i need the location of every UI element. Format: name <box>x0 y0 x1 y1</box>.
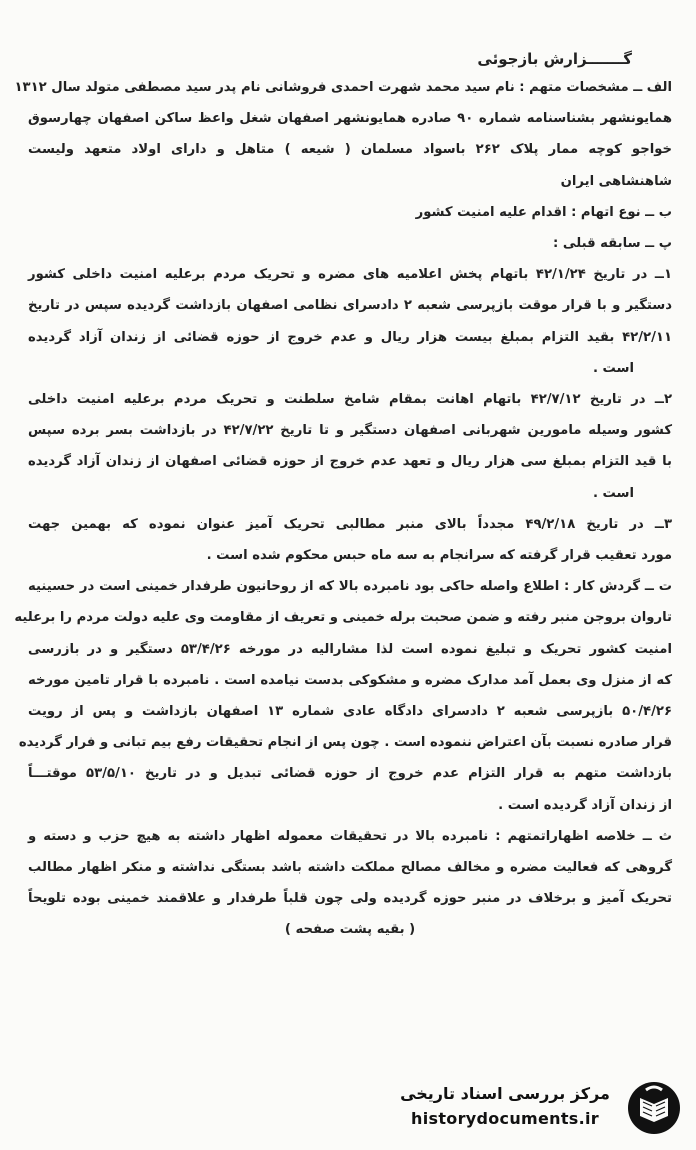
continued-overleaf-note: ( بقیه پشت صفحه ) <box>284 922 416 938</box>
section-th-line-3: تحریک آمیز و برخلاف در منبر حوزه گردیده ولی چون قلباً طرفدار و علاقمند خمینی بوده تلویحاً <box>28 891 672 907</box>
record-3-line-1: ۳ــ در تاریخ ۴۹/۲/۱۸ مجدداً بالای منبر مطالبی تحریک آمیز عنوان نموده که بهمین جهت <box>28 516 672 532</box>
record-1-line-4: است . <box>592 360 634 376</box>
section-t-line-3: امنیت کشور تحریک و تبلیغ نموده است لذا مشارالیه در مورخه ۵۳/۴/۲۶ دستگیر و در بازرسی <box>28 641 672 657</box>
section-t-line-6: قرار صادره نسبت بآن اعتراض ننموده است . چون پس از انجام تحقیقات رفع بیم تبانی و فرار گردیده <box>18 735 672 751</box>
record-2-line-1: ۲ــ در تاریخ ۴۲/۷/۱۲ باتهام اهانت بمقام شامخ سلطنت و تحریک مردم برعلیه امنیت داخلی <box>28 392 672 408</box>
section-t-line-4: که از منزل وی بعمل آمد مدارک مضره و مشکوکی بدست نیامده است . نامبرده با قرار تامین مورخه <box>28 672 672 688</box>
section-a-line-1: الف ــ مشخصات متهم : نام سید محمد شهرت احمدی فروشانی نام پدر سید مصطفی متولد سال ۱۳۱۲ <box>14 80 672 95</box>
section-a-line-3: خواجو کوچه ممار پلاک ۲۶۲ باسواد مسلمان ( شیعه ) متاهل و دارای اولاد متعهد ولیست <box>28 142 672 158</box>
section-p-heading: پ ــ سابقه قبلی : <box>552 236 672 252</box>
section-t-line-5: ۵۰/۴/۲۶ بازپرسی شعبه ۲ دادسرای دادگاه عادی شماره ۱۳ اصفهان بازداشت و پس از رویت <box>28 704 672 720</box>
record-2-line-3: با قید التزام بمبلغ سی هزار ریال و تعهد عدم خروج از حوزه قضائی اصفهان از زندان آزاد گردیده <box>28 454 672 470</box>
section-b-charge: ب ــ نوع اتهام : اقدام علیه امنیت کشور <box>415 204 672 220</box>
record-2-line-2: کشور وسیله مامورین شهربانی اصفهان دستگیر و تا تاریخ ۴۲/۷/۲۲ در بازداشت بسر برده سپس <box>28 423 672 439</box>
archive-watermark <box>396 1078 682 1136</box>
document-title: گـــــــزارش بازجوئی <box>477 50 632 68</box>
section-th-line-2: گروهی که فعالیت مضره و مخالف مصالح مملکت داشته باشد بستگی نداشته و منکر اظهار مطالب <box>28 860 672 876</box>
record-1-line-2: دستگیر و با قرار موقت بازپرسی شعبه ۲ دادسرای نظامی اصفهان بازداشت گردیده سپس در تاریخ <box>28 298 672 314</box>
section-t-line-8: از زندان آزاد گردیده است . <box>498 797 672 813</box>
watermark-url: historydocuments.ir <box>411 1109 599 1128</box>
section-a-line-4: شاهنشاهی ایران <box>560 173 672 189</box>
interrogation-report <box>14 50 672 955</box>
record-3-line-2: مورد تعقیب قرار گرفته که سرانجام به سه ماه حبس محکوم شده است . <box>206 548 672 564</box>
section-t-line-2: تاروان بروجن منبر رفته و ضمن صحبت برله خمینی و تعریف از مقاومت وی علیه دولت مردم را برعلیه <box>14 610 672 626</box>
book-logo-icon <box>626 1080 682 1136</box>
section-th-line-1: ث ــ خلاصه اظهاراتمتهم : نامبرده بالا در تحقیقات معموله اظهار داشته به هیچ حزب و دسته و <box>28 828 672 844</box>
section-t-line-7: بازداشت متهم به قرار التزام عدم خروج از حوزه قضائی تبدیل و در تاریخ ۵۳/۵/۱۰ موقتـــاً <box>28 766 672 782</box>
watermark-persian-name: مرکز بررسی اسناد تاریخی <box>400 1084 610 1103</box>
section-a-line-2: همایونشهر بشناسنامه شماره ۹۰ صادره همایونشهر اصفهان شغل واعظ ساکن اصفهان چهارسوق <box>28 111 672 127</box>
record-1-line-1: ۱ــ در تاریخ ۴۲/۱/۲۴ باتهام پخش اعلامیه های مضره و تحریک مردم برعلیه امنیت داخلی کشور <box>28 267 672 283</box>
record-1-line-3: ۴۲/۲/۱۱ بقید التزام بمبلغ بیست هزار ریال و عدم خروج از حوزه قضائی از زندان آزاد گردیده <box>28 329 672 345</box>
section-t-line-1: ت ــ گردش کار : اطلاع واصله حاکی بود نامبرده بالا که از روحانیون طرفدار خمینی است در حسینیه <box>28 579 672 595</box>
record-2-line-4: است . <box>592 485 634 501</box>
